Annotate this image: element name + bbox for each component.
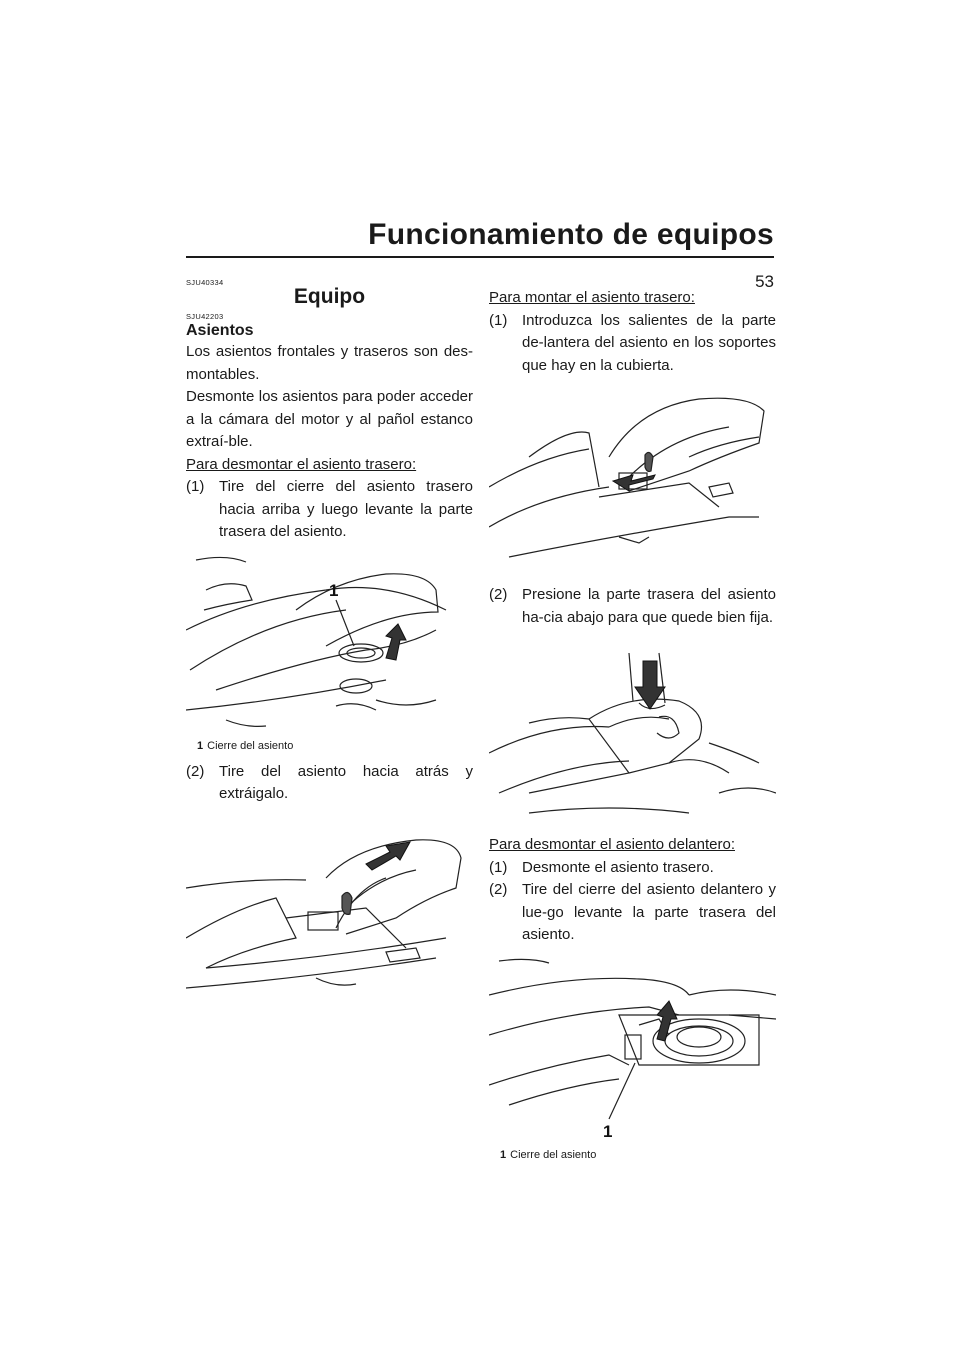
- step-number: (2): [489, 586, 508, 603]
- subsection-title: Asientos: [186, 322, 254, 339]
- paragraph-access: Desmonte los asientos para poder acceder a la cámara del motor y al pañol estanco extraí-ble.: [186, 388, 473, 450]
- figure-front-seat-latch: [489, 955, 776, 1162]
- right-column: [489, 287, 776, 1162]
- figure-install-rear-seat: [489, 387, 776, 572]
- pull-rear-seat-illustration: [186, 818, 473, 1008]
- step-text: Introduzca los salientes de la parte de-lantera del asiento en los soportes que hay en la cubierta.: [522, 311, 776, 374]
- rear-seat-latch-illustration: [186, 550, 473, 734]
- page-header: [186, 218, 774, 258]
- install-rear-seat-illustration: [489, 387, 776, 567]
- step-text: Tire del cierre del asiento delantero y lue-go levante la parte trasera del asiento.: [522, 881, 776, 943]
- step-install-rear-1: [489, 310, 776, 378]
- figure-rear-seat-latch: [186, 550, 473, 753]
- step-number: (1): [186, 478, 205, 495]
- step-number: (1): [489, 311, 508, 329]
- heading-remove-front: Para desmontar el asiento delantero:: [489, 836, 735, 853]
- step-text: Desmonte el asiento trasero.: [522, 858, 714, 876]
- step-remove-rear-1: [186, 476, 473, 544]
- section-code: SJU40334: [186, 278, 224, 287]
- heading-remove-rear: Para desmontar el asiento trasero:: [186, 455, 417, 473]
- caption-number: 1: [500, 1148, 507, 1161]
- heading-install-rear: Para montar el asiento trasero:: [489, 289, 695, 306]
- front-seat-latch-illustration: [489, 955, 776, 1143]
- step-number: (2): [186, 762, 205, 780]
- caption-text: Cierre del asiento: [207, 739, 294, 752]
- paragraph-removable: Los asientos frontales y traseros son des-montables.: [186, 343, 473, 383]
- press-rear-seat-illustration: [489, 643, 776, 821]
- figure-callout: 1: [329, 580, 339, 600]
- figure-pull-rear-seat: [186, 818, 473, 1013]
- caption-number: 1: [197, 739, 204, 752]
- figure-caption: [500, 1148, 776, 1162]
- left-column: [186, 278, 473, 1013]
- subsection-code: SJU42203: [186, 312, 224, 321]
- figure-press-rear-seat: [489, 643, 776, 826]
- figure-caption: [197, 739, 473, 753]
- step-text: Tire del cierre del asiento trasero hacia arriba y luego levante la parte trasera del asiento.: [219, 478, 473, 540]
- step-install-rear-2: [489, 584, 776, 629]
- step-text: Presione la parte trasera del asiento ha-cia abajo para que quede bien fija.: [522, 586, 776, 626]
- step-text: Tire del asiento hacia atrás y extráigalo.: [219, 762, 473, 802]
- step-number: (2): [489, 881, 508, 898]
- page-title: Funcionamiento de equipos: [368, 218, 774, 251]
- figure-callout: 1: [603, 1121, 613, 1141]
- section-title: Equipo: [293, 285, 366, 308]
- step-number: (1): [489, 858, 508, 876]
- step-remove-front-2: [489, 879, 776, 947]
- step-remove-front-1: [489, 857, 776, 880]
- step-remove-rear-2: [186, 761, 473, 806]
- page-number: 53: [755, 272, 774, 291]
- caption-text: Cierre del asiento: [510, 1148, 597, 1161]
